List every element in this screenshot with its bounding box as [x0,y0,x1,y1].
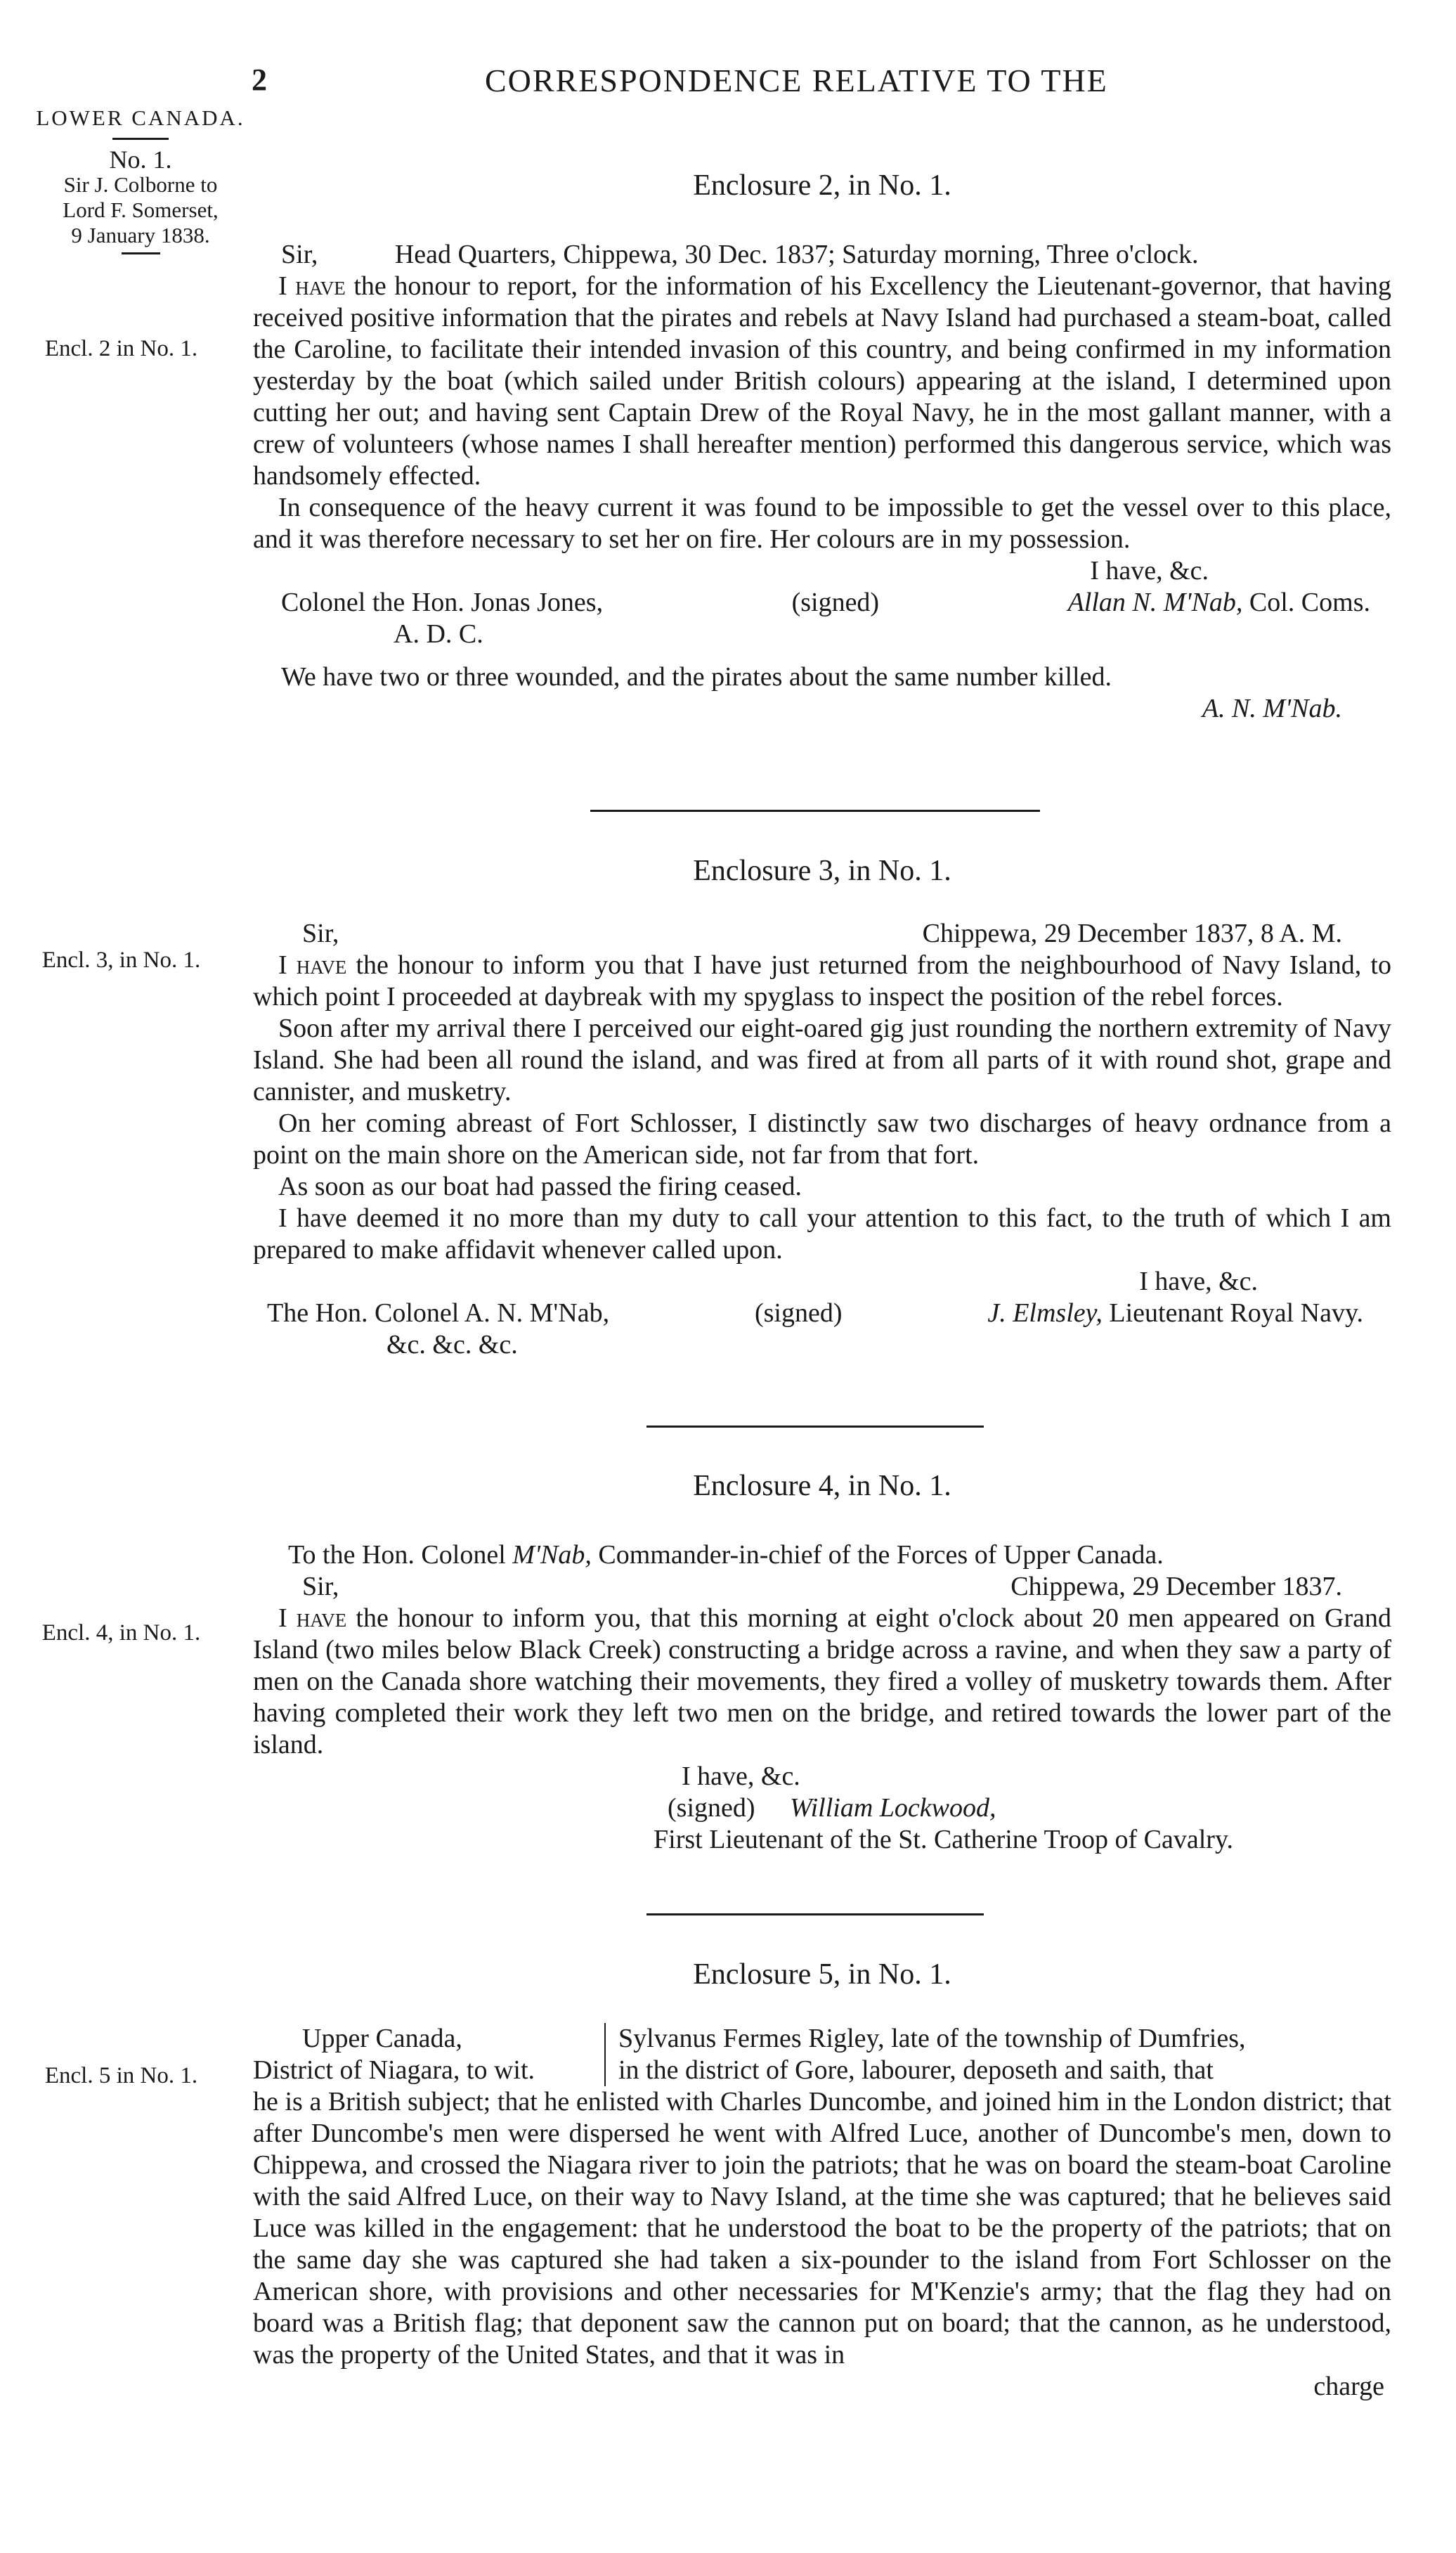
enclosure-4-signed: (signed) [668,1793,755,1823]
enclosure-4-signer: William Lockwood, [790,1793,996,1823]
enclosure-3-addressee: The Hon. Colonel A. N. M'Nab, [267,1298,610,1328]
enclosure-3-addressee-title: &c. &c. &c. [386,1330,518,1359]
enclosure-2-closing: I have, &c. [1090,556,1209,586]
enclosure-3-paragraph-1: the honour to inform you that I have just returned from the neighbourhood of Navy Island, to which point I proceeded at daybreak with my spyglass to inspect the position of the rebel forces. [253,950,1391,1011]
enclosure-3-signer-title: Lieutenant Royal Navy. [1102,1298,1363,1328]
separator-rule [646,1426,984,1428]
enclosure-3-lead: I have [278,950,347,980]
side-number: No. 1. [109,146,172,174]
enclosure-4-margin-note: Encl. 4, in No. 1. [41,1620,201,1646]
enclosure-3-heading: Enclosure 3, in No. 1. [693,855,951,887]
enclosure-4-signer-title: First Lieutenant of the St. Catherine Troop of Cavalry. [654,1825,1233,1854]
enclosure-2-salutation: Sir, [281,240,318,269]
enclosure-5-deposition-line-2: in the district of Gore, labourer, deposeth and saith, that [618,2055,1214,2085]
enclosure-2-margin-note: Encl. 2 in No. 1. [44,336,198,361]
side-line3: 9 January 1838. [71,223,210,247]
page-header [0,62,1456,111]
enclosure-4-body [253,1539,1391,1856]
enclosure-5-deposition-body: he is a British subject; that he enlisted with Charles Duncombe, and joined him in the London district; that after Duncombe's men were dispersed he went with Alfred Luce, another of Duncombe's men, down to Chippewa, and crossed the Niagara river to join the patriots; that he was on board the steam-boat Caroline with the said Alfred Luce, on their way to Navy Island, at the time she was captured; that he believes said Luce was killed in the engagement: that he understood the boat to be the property of the patriots; that on the same day she was captured she had taken a six-pounder to the island from Fort Schlosser on the American shore, with provisions and other necessaries for M'Kenzie's army; that the flag they had on board was a British flag; that deponent saw the cannon put on board; that the cannon, as he understood, was the property of the United States, and that it was in [253,2087,1391,2370]
enclosure-5-catchword: charge [1313,2372,1384,2401]
enclosure-4-heading: Enclosure 4, in No. 1. [693,1470,951,1502]
side-rule [112,138,169,140]
running-title: CORRESPONDENCE RELATIVE TO THE [485,63,1108,98]
enclosure-3-margin-note: Encl. 3, in No. 1. [41,948,201,973]
enclosure-2-heading: Enclosure 2, in No. 1. [693,169,951,202]
enclosure-4-address-name: M'Nab, [512,1540,592,1570]
enclosure-2-addressee: Colonel the Hon. Jonas Jones, [281,588,604,617]
enclosure-2-postscript: We have two or three wounded, and the pirates about the same number killed. [281,662,1112,692]
enclosure-2-addressee-title: A. D. C. [394,619,483,649]
enclosure-3-salutation: Sir, [302,919,339,948]
enclosure-2-dateline: Head Quarters, Chippewa, 30 Dec. 1837; Saturday morning, Three o'clock. [394,240,1199,269]
enclosure-4-paragraph-1: the honour to inform you, that this morning at eight o'clock about 20 men appeared on Grand Island (two miles below Black Creek) constructing a bridge across a ravine, and when they saw a party of men on the Canada shore watching their movements, they fired a volley of musketry towards them. After having completed their work they left two men on the bridge, and retired towards the lower part of the island. [253,1603,1391,1759]
enclosure-2-paragraph-1: the honour to report, for the information of his Excellency the Lieutenant-governor, that having received positive information that the pirates and rebels at Navy Island had purchased a steam-boat, called the Caroline, to facilitate their intended invasion of this country, and being confirmed in my information yesterday by the boat (which sailed under British colours) appearing at the island, I determined upon cutting her out; and having sent Captain Drew of the Royal Navy, he in the most gallant manner, with a crew of volunteers (whose names I shall hereafter mention) performed this dangerous service, which was handsomely effected. [253,271,1391,491]
page-number: 2 [252,63,267,97]
enclosure-3-dateline: Chippewa, 29 December 1837, 8 A. M. [922,919,1342,948]
enclosure-4-lead: I have [278,1603,347,1633]
enclosure-3-signer: J. Elmsley, [987,1298,1103,1328]
enclosure-3-signed: (signed) [754,1298,843,1328]
enclosure-2-ps-signer: A. N. M'Nab. [1202,694,1342,723]
enclosure-3-body [253,918,1391,1361]
side-region: LOWER CANADA. [36,105,245,130]
enclosure-2-signer-title: Col. Coms. [1242,588,1370,617]
enclosure-5-deposition-line-1: Sylvanus Fermes Rigley, late of the township of Dumfries, [618,2024,1246,2053]
separator-rule [590,810,1040,812]
enclosure-2-body [253,239,1391,725]
side-line1: Sir J. Colborne to [63,172,218,197]
enclosure-2-signature-block [281,587,1391,650]
enclosure-4-salutation: Sir, [302,1572,339,1601]
side-heading [25,105,256,259]
enclosure-4-address-suffix: Commander-in-chief of the Forces of Upper Canada. [591,1540,1164,1570]
side-rule-short [122,252,160,254]
enclosure-5-venue-block [253,2023,1391,2086]
enclosure-4-closing: I have, &c. [682,1762,800,1791]
enclosure-5-venue-1: Upper Canada, [302,2024,462,2053]
enclosure-2-lead: I have [278,271,346,301]
enclosure-3-paragraph-4: As soon as our boat had passed the firing ceased. [278,1172,802,1201]
separator-rule [646,1913,984,1915]
enclosure-3-signature-block [267,1298,1391,1361]
side-line2: Lord F. Somerset, [63,198,219,222]
enclosure-2-paragraph-2: In consequence of the heavy current it was found to be impossible to get the vessel over to this place, and it was therefore necessary to set her on fire. Her colours are in my possession. [253,493,1391,554]
enclosure-5-margin-note: Encl. 5 in No. 1. [44,2063,198,2088]
enclosure-2-signed: (signed) [791,588,880,617]
enclosure-2-signer: Allan N. M'Nab, [1067,588,1243,617]
enclosure-5-body [253,2023,1391,2403]
enclosure-5-venue-2: District of Niagara, to wit. [253,2055,535,2085]
enclosure-3-closing: I have, &c. [1139,1267,1258,1296]
enclosure-4-address-prefix: To the Hon. Colonel [288,1540,513,1570]
enclosure-3-paragraph-5: I have deemed it no more than my duty to call your attention to this fact, to the truth of which I am prepared to make affidavit whenever called upon. [253,1203,1391,1265]
enclosure-3-paragraph-2: Soon after my arrival there I perceived our eight-oared gig just rounding the northern extremity of Navy Island. She had been all round the island, and was fired at from all parts of it with round shot, grape and cannister, and musketry. [253,1014,1391,1106]
enclosure-5-heading: Enclosure 5, in No. 1. [693,1958,951,1991]
enclosure-4-dateline: Chippewa, 29 December 1837. [1010,1572,1342,1601]
enclosure-3-paragraph-3: On her coming abreast of Fort Schlosser, I distinctly saw two discharges of heavy ordnance from a point on the main shore on the American side, not far from that fort. [253,1109,1391,1170]
